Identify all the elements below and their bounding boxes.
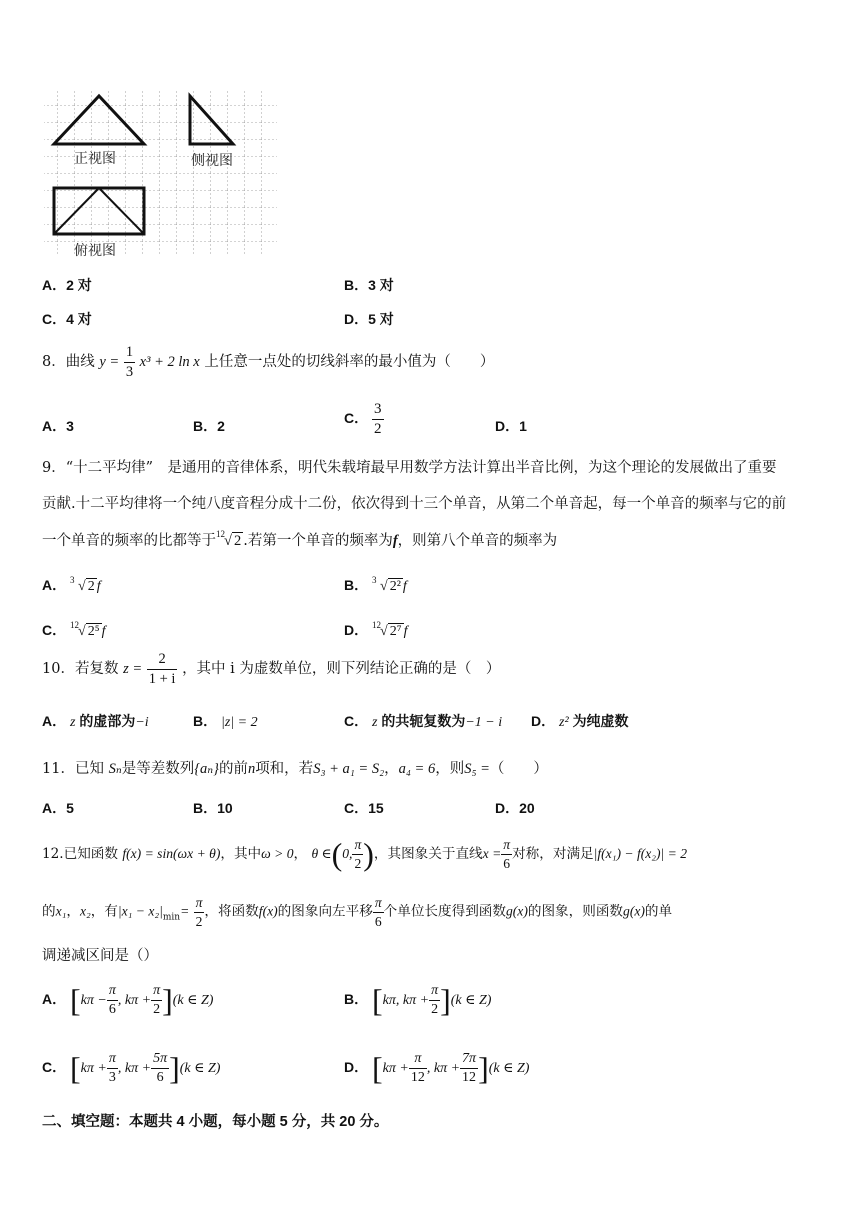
q7-option-c: C．4 对 [42, 311, 92, 327]
q8-option-a: A．3 [42, 418, 74, 434]
question-9-line1: 9．“十二平均律” 是通用的音律体系，明代朱载堉最早用数学方法计算出半音比例，为这个理论的发展做出了重要 [42, 460, 777, 476]
three-view-figure [40, 88, 280, 260]
q9-option-b: B． 3 √ 2² f [344, 575, 407, 594]
section-2-title: 二、填空题：本题共 4 小题，每小题 5 分，共 20 分。 [42, 1114, 389, 1130]
q7-option-a: A．2 对 [42, 277, 92, 293]
question-10: 10．若复数 z = $\frac{2}{1 + i}$ ，其中 i 为虚数单位，则下列结论正确的是（ ） [42, 651, 501, 687]
question-11: 11．已知 Sₙ是等差数列{aₙ}的前n项和，若S₃ + a₁ = S₂，a₄ = 6，则S₅ =（ ） [42, 761, 548, 777]
q7-option-d: D．5 对 [344, 311, 394, 327]
question-9-line2: 贡献.十二平均律将一个纯八度音程分成十二份，依次得到十三个单音，从第二个单音起，每一个单音的频率与它的前 [42, 496, 787, 512]
q12-option-d: D． [kπ + $\frac{\pi}{12}$ , kπ + $\frac{7\pi}{12}$ ](k ∈ Z) [344, 1050, 530, 1086]
q12-option-a: A． [kπ − $\frac{\pi}{6}$ , kπ + $\frac{\pi}{2}$ ](k ∈ Z) [42, 982, 214, 1018]
question-12-line2: 的x₁，x₂，有$|x_1 - x_2|_{min}=$ $\frac{\pi}{2}$ ，将函数f(x)的图象向左平移 $\frac{\pi}{6}$ 个单位长度得到函数g(x)的图象，则函数g(x)的单 [42, 895, 673, 929]
q7-option-b: B．3 对 [344, 277, 394, 293]
q10-option-c: C． z 的共轭复数为−1 − i [344, 713, 503, 730]
q9-option-c: C． 12 √ 2⁵ f [42, 620, 106, 639]
q12-option-c: C． [kπ + $\frac{\pi}{3}$ , kπ + $\frac{5\pi}{6}$ ](k ∈ Z) [42, 1050, 221, 1086]
q8-option-c: C． $\frac{3}{2}$ [344, 401, 382, 437]
q8-option-b: B．2 [193, 418, 225, 434]
side-view-label: 侧视图 [191, 153, 233, 169]
question-9-line3: 一个单音的频率的比都等于 12 √ 2 .若第一个单音的频率为f，则第八个单音的频率为 [42, 529, 558, 549]
question-12-line3: 调递减区间是（） [42, 948, 158, 964]
q12-option-b: B． [kπ, kπ + $\frac{\pi}{2}$ ](k ∈ Z) [344, 982, 492, 1018]
q11-option-a: A．5 [42, 800, 74, 816]
q10-option-a: A． z 的虚部为−i [42, 713, 149, 730]
question-8: 8．曲线 y = $\frac{1}{3}$ x³ + 2 ln x 上任意一点处的切线斜率的最小值为（ ） [42, 344, 495, 380]
q11-option-c: C．15 [344, 800, 384, 816]
top-view-label: 俯视图 [74, 243, 116, 259]
q11-option-d: D．20 [495, 800, 535, 816]
q8-option-d: D．1 [495, 418, 527, 434]
q8-fraction: $\frac{1}{3}$ [125, 344, 134, 380]
q9-option-d: D． 12 √ 2⁷ f [344, 620, 408, 639]
front-view-label: 正视图 [74, 151, 116, 167]
question-12-line1: 12.已知函数 f(x) = sin(ωx + θ)，其中ω > 0， θ ∈(0, $\frac{\pi}{2}$ )，其图象关于直线x = $\frac{\pi}{6}$ 对称，对满足|f(x₁) − f(x₂)| = 2 [42, 836, 688, 872]
q10-option-d: D． z² 为纯虚数 [531, 713, 629, 730]
q11-option-b: B．10 [193, 800, 233, 816]
q9-option-a: A． 3 √ 2 f [42, 575, 101, 594]
q10-option-b: B． |z| = 2 [193, 713, 258, 730]
